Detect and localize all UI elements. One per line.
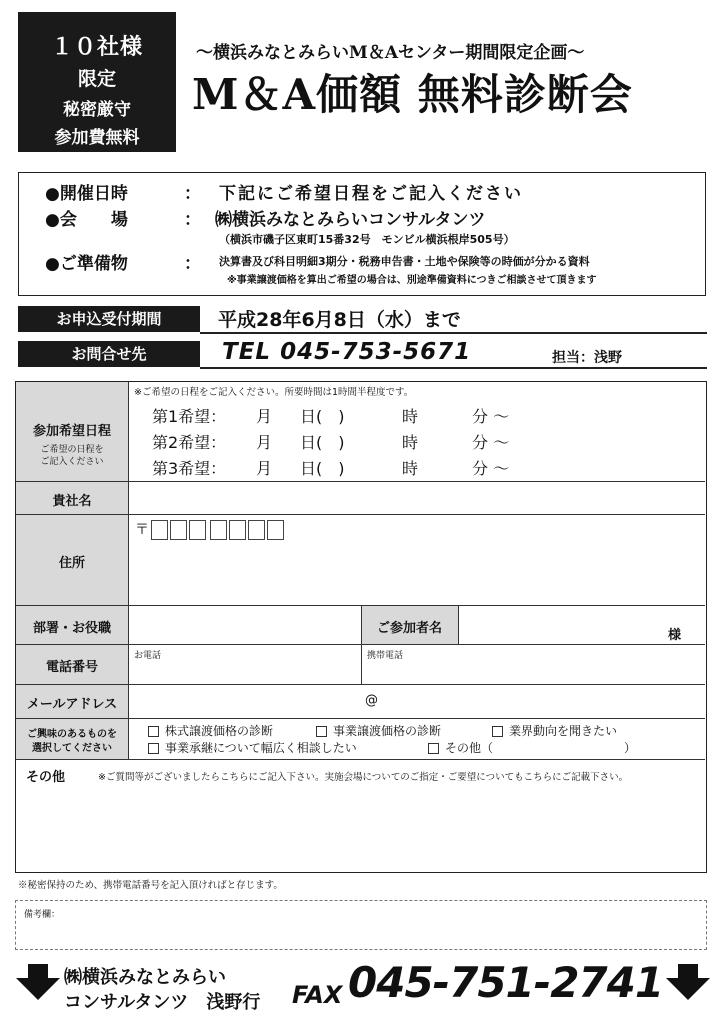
interest-label-2: 選択してください: [32, 743, 112, 754]
other-note: ※ご質問等がございましたらこちらにご記入下さい。実施会場についてのご指定・ご要望についてもこちらにご記載下さい。: [98, 772, 629, 783]
event-info-box: [18, 172, 706, 296]
deadline-value: 平成28年6月8日（水）まで: [218, 309, 461, 331]
memo-label: 備考欄：: [24, 910, 61, 920]
interest-option-2[interactable]: 事業譲渡価格の診断: [316, 722, 441, 739]
phone-field[interactable]: [129, 645, 360, 684]
venue-value: ㈱横浜みなとみらいコンサルタンツ: [215, 210, 486, 230]
attendee-label: ご参加者名: [376, 621, 442, 636]
phone-label: 電話番号: [45, 660, 98, 675]
company-field[interactable]: [129, 482, 705, 514]
interest-option-4[interactable]: 事業承継について幅広く相談したい: [148, 739, 357, 756]
schedule-choice-2[interactable]: 第2希望： 月 日( ) 時 分 〜: [152, 433, 510, 452]
date-colon: ：: [184, 184, 201, 204]
badge-line2: 限定: [77, 68, 116, 90]
mobile-field[interactable]: [362, 645, 705, 684]
dept-label: 部署・お役職: [32, 621, 111, 636]
schedule-note: ※ご希望の日程をご記入ください。所要時間は1時間半程度です。: [134, 387, 414, 398]
contact-label: お問合せ先: [18, 341, 200, 367]
venue-label: ●会 場: [45, 210, 128, 230]
schedule-label: 参加希望日程: [32, 424, 111, 439]
fax-prefix: FAX: [292, 981, 343, 1009]
venue-address: （横浜市磯子区東町15番32号 モンビル横浜根岸505号）: [219, 233, 515, 246]
postal-code-boxes[interactable]: [151, 519, 286, 540]
fax-number: 045-751-2741: [348, 958, 664, 1007]
contact-person: 担当：浅野: [552, 350, 622, 366]
dept-field[interactable]: [129, 606, 360, 644]
postal-mark: 〒: [135, 522, 149, 538]
schedule-sub2: ご記入ください: [40, 457, 104, 467]
badge-line3: 秘密厳守: [63, 100, 131, 120]
mail-field[interactable]: [129, 685, 705, 718]
badge-line4: 参加費無料: [54, 128, 140, 148]
schedule-choice-1[interactable]: 第1希望： 月 日( ) 時 分 〜: [152, 407, 510, 426]
page-title: M＆A価額 無料診断会: [192, 70, 633, 119]
prep-value: 決算書及び科目明細3期分・税務申告書・土地や保険等の時価が分かる資料: [219, 255, 590, 268]
interest-option-1[interactable]: 株式譲渡価格の診断: [148, 722, 273, 739]
interest-label-1: ご興味のあるものを: [27, 729, 117, 740]
schedule-choice-3[interactable]: 第3希望： 月 日( ) 時 分 〜: [152, 459, 510, 478]
date-value: 下記にご希望日程をご記入ください: [219, 184, 523, 204]
application-form: [15, 381, 707, 873]
other-field[interactable]: [16, 786, 705, 870]
interest-options: [148, 722, 698, 758]
badge-line1: １０社様: [50, 35, 143, 60]
interest-option-5-close: ）: [624, 741, 637, 755]
date-label: ●開催日時: [45, 184, 128, 204]
company-label: 貴社名: [52, 494, 92, 509]
prep-label: ●ご準備物: [45, 254, 128, 274]
memo-box[interactable]: [15, 900, 707, 950]
phone-sub: お電話: [134, 651, 162, 661]
contact-underline: [200, 367, 707, 369]
down-arrow-icon: [666, 964, 710, 1000]
footer-company-1: ㈱横浜みなとみらい: [64, 967, 226, 988]
prep-colon: ：: [184, 254, 201, 274]
mail-at: @: [365, 693, 378, 708]
header-subtitle: 〜横浜みなとみらいM＆Aセンター期間限定企画〜: [196, 43, 585, 63]
mobile-sub: 携帯電話: [367, 651, 404, 661]
mail-label: メールアドレス: [26, 697, 118, 712]
deadline-label: お申込受付期間: [18, 306, 200, 332]
contact-tel: TEL 045-753-5671: [222, 339, 472, 365]
address-label: 住所: [58, 556, 85, 571]
address-field[interactable]: [129, 515, 705, 605]
footer-company-2: コンサルタンツ 浅野行: [64, 992, 261, 1013]
footnote: ※秘密保持のため、携帯電話番号を記入頂ければと存じます。: [18, 880, 283, 891]
limited-badge: [18, 12, 176, 152]
interest-option-3[interactable]: 業界動向を聞きたい: [492, 722, 617, 739]
deadline-underline: [200, 332, 707, 334]
other-label: その他: [26, 770, 66, 785]
venue-colon: ：: [184, 210, 201, 230]
prep-note: ※事業譲渡価格を算出ご希望の場合は、別途準備資料につきご相談させて頂きます: [227, 275, 597, 286]
down-arrow-icon: [16, 964, 60, 1000]
interest-option-5[interactable]: その他（: [428, 739, 493, 756]
schedule-sub1: ご希望の日程を: [40, 445, 104, 455]
attendee-suffix: 様: [668, 628, 682, 643]
